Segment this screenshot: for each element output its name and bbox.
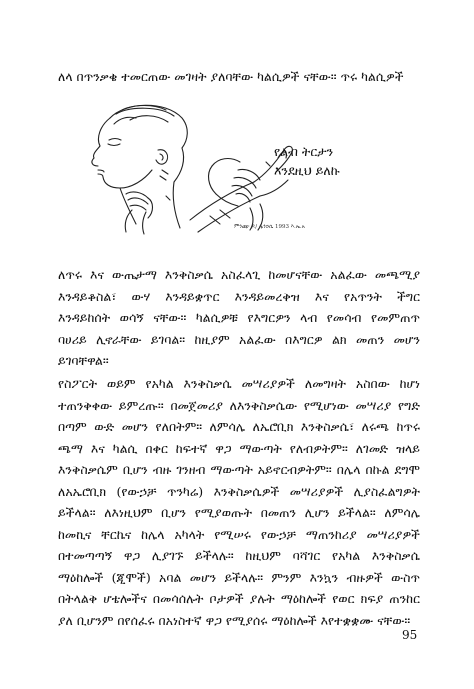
paragraph-1-line: እንዳይቆስል፣ ውሃ እንዳይቋጥር እንዳይመረቅዝ እና የአጥንት ችግር: [58, 288, 420, 304]
page-number: 95: [402, 628, 418, 642]
paragraph-2-line: ማዕከሎች (ጂሞች) አባል መሆን ይችላሉ። ምንም እንኳን ብዙዎች ውስጥ: [58, 569, 420, 585]
paragraph-2-line: ተጠንቅቀው ይምረጡ። በመጀመሪያ ለእንቅስቃሴው የሚሆነው መሣሪያ የግድ: [58, 397, 420, 413]
paragraph-1-line: እንዳይከሰት ወሳኝ ናቸው። ካልሲዎቹ የእግርዎን ላብ የመሳብ የመምጠጥ: [58, 310, 420, 325]
paragraph-2-line: ይችላል። ለእነዚህም ቢሆን የሚያወጡት በመጠን ሊሆን ይችላል። ለምሳሌ: [58, 505, 420, 520]
intro-line: ለላ በጥንቃቄ ተመርጠው መገዛት ያለባቸው ካልሲዎች ናቸው። ጥሩ ካልሲዎች: [58, 69, 404, 84]
paragraph-2-line: የስፖርት ወይም የአካል እንቅስቃሴ መሣሪያዎች ለመግዛት አስበው ከሆነ: [58, 376, 420, 391]
paragraph-2-line: ለአኤሮቢክ (የውኃቻ ጥንካሬ) እንቅስቃሴዎች መሣሪያዎች ሊያስፈልግዎት: [58, 483, 420, 499]
pulse-check-drawing: [70, 100, 400, 240]
paragraph-2-line: ጫማ እና ካልሲ በቀር ከፍተኛ ዋጋ ማውጣት የለብዎትም። ለገመድ ዝላይ: [58, 440, 420, 456]
paragraph-2-line: ያለ ቢሆንም በየሰፈሩ በአነስተኛ ዋጋ የሚያሰሩ ማዕከሎች እየተቋቋሙ ናቸው።: [58, 612, 411, 628]
paragraph-1-line: ይገባቸዋል።: [58, 353, 109, 368]
paragraph-2-line: እንቅስቃሴም ቢሆን ብዙ ገንዘብ ማውጣት አይኖርብዎትም። በሌላ በኩል ደግሞ: [58, 462, 420, 477]
paragraph-1-line: ባሀሪይ ሊኖራቸው ይገባል። ከዚያም አልፈው በእግርዎ ልክ መጠን መሆን: [58, 331, 420, 347]
paragraph-2-line: በተመጣጣኝ ዋጋ ሊያገኙ ይችላሉ። ከዚህም ባሻገር የአካል እንቅስቃሴ: [58, 548, 420, 563]
figure-caption-line-2: እንደዚህ ይለኩ: [274, 163, 340, 178]
figure-caption-line-1: የልብ ትርታን: [274, 144, 334, 159]
pulse-illustration: [70, 100, 400, 240]
paragraph-2-line: ከመኪና ቸርኬና ከሌላ አካላት የሚሠሩ የውኃቻ ማጠንከሪያ መሣሪያዎች: [58, 526, 420, 542]
figure-source-credit: ምንጩ፡ ዶ/ ሌንኃሴ 1993 እ.ኤ.አ: [234, 224, 305, 230]
paragraph-1-line: ለጥሩ እና ውጤታማ እንቅስቃሴ አስፈላጊ ከመሆናቸው አልፈው መጫሚያ: [58, 267, 420, 282]
paragraph-2-line: በጣም ውድ መሆን የለበትም። ለምሳሌ ለኤሮቢክ እንቅስቃሴ፣ ለሩጫ ከጥሩ: [58, 419, 420, 434]
paragraph-2-line: በትላልቅ ሆቴሎችና በመሳሰሉት ቦታዎች ያሉት ማዕከሎች የወር ክፍያ ጠንከር: [58, 591, 420, 606]
neck-pulse-figure: [92, 105, 187, 234]
paragraph-1: [58, 264, 420, 372]
paragraph-2: [58, 373, 420, 631]
figure-caption: [274, 142, 340, 180]
